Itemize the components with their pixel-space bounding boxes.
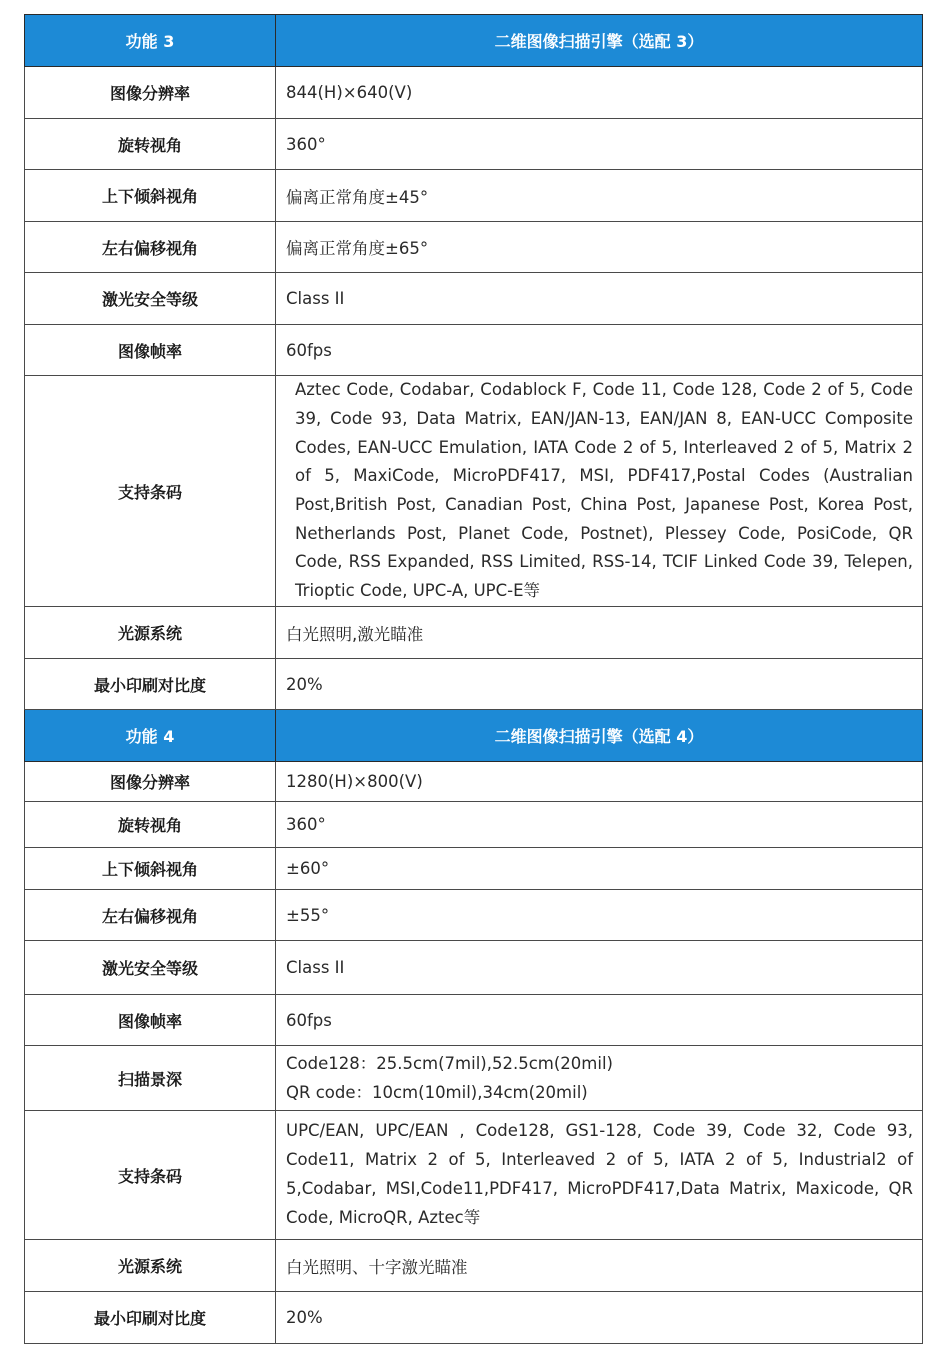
table-row [25,659,923,710]
spec-label: 左右偏移视角 [25,890,276,941]
spec-label: 旋转视角 [25,802,276,848]
section-feature-label: 功能 4 [25,710,276,762]
table-row [25,67,923,119]
section-header-row [25,15,923,67]
table-row [25,222,923,273]
spec-sheet [24,14,922,1344]
spec-label: 支持条码 [25,376,276,607]
spec-label: 扫描景深 [25,1046,276,1111]
table-row [25,1046,923,1111]
spec-label: 图像分辨率 [25,67,276,119]
spec-value: 偏离正常角度±45° [276,170,923,222]
spec-value: 偏离正常角度±65° [276,222,923,273]
section-header-row [25,710,923,762]
table-row [25,1292,923,1344]
spec-value: Aztec Code, Codabar, Codablock F, Code 11, Code 128, Code 2 of 5, Code 39, Code 93, Data Matrix, EAN/JAN-13, EAN/JAN 8, EAN-UCC Composite Codes, EAN-UCC Emulation, IATA Code 2 of 5, Interleaved 2 of 5, Matrix 2 of 5, MaxiCode, MicroPDF417, MSI, PDF417,Postal Codes (Australian Post,British Post, Canadian Post, China Post, Japanese Post, Korea Post, Netherlands Post, Planet Code, Postnet), Plessey Code, PosiCode, QR Code, RSS Expanded, RSS Limited, RSS-14, TCIF Linked Code 39, Telepen, Trioptic Code, UPC-A, UPC-E等 [276,376,923,607]
spec-label: 旋转视角 [25,119,276,170]
spec-label: 最小印刷对比度 [25,1292,276,1344]
spec-value: 60fps [276,995,923,1046]
table-row [25,762,923,802]
section-feature-label: 功能 3 [25,15,276,67]
spec-value: 1280(H)×800(V) [276,762,923,802]
depth-of-field-line: QR code：10cm(10mil),34cm(20mil) [286,1083,588,1102]
spec-label: 光源系统 [25,1240,276,1292]
spec-label: 上下倾斜视角 [25,848,276,890]
spec-value: 360° [276,802,923,848]
spec-label: 上下倾斜视角 [25,170,276,222]
depth-of-field-line: Code128：25.5cm(7mil),52.5cm(20mil) [286,1054,613,1073]
spec-label: 光源系统 [25,607,276,659]
table-row [25,995,923,1046]
spec-label: 支持条码 [25,1111,276,1240]
table-row [25,119,923,170]
spec-label: 最小印刷对比度 [25,659,276,710]
table-row [25,1240,923,1292]
spec-value [276,1046,923,1111]
spec-label: 图像帧率 [25,325,276,376]
spec-label: 图像帧率 [25,995,276,1046]
section-title: 二维图像扫描引擎（选配 3） [276,15,923,67]
spec-value: 20% [276,1292,923,1344]
spec-value: 844(H)×640(V) [276,67,923,119]
table-row [25,941,923,995]
spec-label: 激光安全等级 [25,941,276,995]
spec-value: ±55° [276,890,923,941]
table-row [25,848,923,890]
table-row [25,1111,923,1240]
spec-value: 20% [276,659,923,710]
spec-label: 图像分辨率 [25,762,276,802]
table-row [25,325,923,376]
table-row [25,170,923,222]
spec-value: 60fps [276,325,923,376]
spec-value: ±60° [276,848,923,890]
spec-label: 左右偏移视角 [25,222,276,273]
spec-value: 白光照明、十字激光瞄准 [276,1240,923,1292]
spec-value: Class II [276,941,923,995]
spec-label: 激光安全等级 [25,273,276,325]
spec-value: 360° [276,119,923,170]
table-row [25,376,923,607]
table-row [25,802,923,848]
spec-value: UPC/EAN, UPC/EAN , Code128, GS1-128, Code 39, Code 32, Code 93, Code11, Matrix 2 of 5, Interleaved 2 of 5, IATA 2 of 5, Industrial2 of 5,Codabar, MSI,Code11,PDF417, MicroPDF417,Data Matrix, Maxicode, QR Code, MicroQR, Aztec等 [276,1111,923,1240]
spec-value: Class II [276,273,923,325]
spec-value: 白光照明,激光瞄准 [276,607,923,659]
table-row [25,890,923,941]
table-row [25,273,923,325]
section-title: 二维图像扫描引擎（选配 4） [276,710,923,762]
table-row [25,607,923,659]
spec-table [24,14,923,1344]
